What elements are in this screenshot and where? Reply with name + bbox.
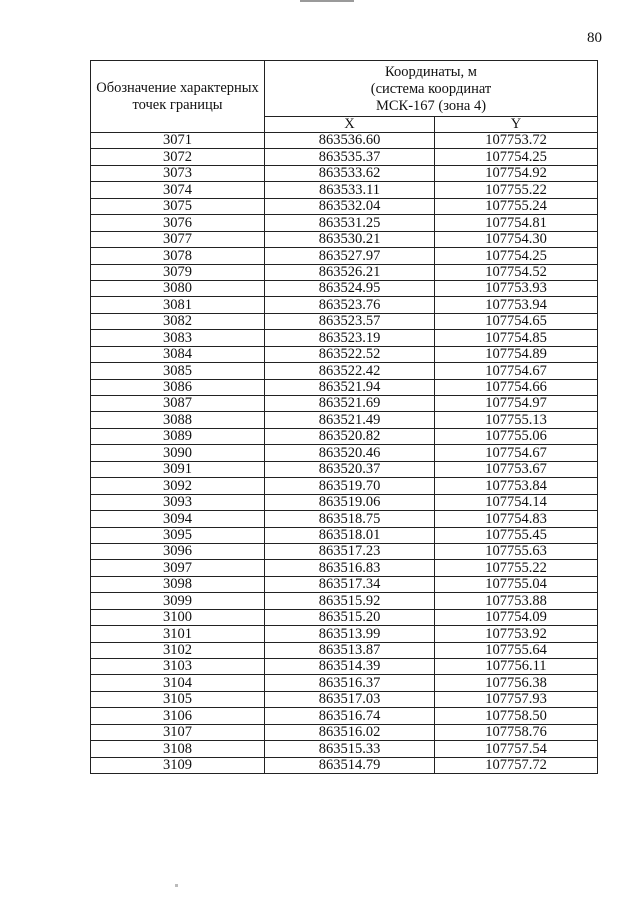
cell-y: 107754.67 — [435, 445, 598, 461]
cell-y: 107753.84 — [435, 478, 598, 494]
cell-y: 107754.97 — [435, 396, 598, 412]
cell-x: 863516.74 — [265, 708, 435, 724]
table-row — [91, 593, 598, 609]
cell-x: 863514.39 — [265, 659, 435, 675]
table-row — [91, 330, 598, 346]
cell-y: 107754.09 — [435, 609, 598, 625]
cell-x: 863513.99 — [265, 626, 435, 642]
cell-point: 3090 — [91, 445, 265, 461]
cell-x: 863517.34 — [265, 576, 435, 592]
cell-x: 863516.37 — [265, 675, 435, 691]
cell-y: 107754.30 — [435, 231, 598, 247]
table-row — [91, 461, 598, 477]
cell-y: 107755.22 — [435, 182, 598, 198]
table-row — [91, 396, 598, 412]
cell-point: 3080 — [91, 280, 265, 296]
cell-point: 3105 — [91, 691, 265, 707]
table-row — [91, 379, 598, 395]
cell-y: 107756.38 — [435, 675, 598, 691]
cell-point: 3081 — [91, 297, 265, 313]
top-edge-mark — [300, 0, 354, 2]
cell-x: 863517.23 — [265, 543, 435, 559]
header-coordinates-line2: (система координат — [370, 81, 492, 97]
table-row — [91, 313, 598, 329]
cell-x: 863515.92 — [265, 593, 435, 609]
cell-x: 863516.83 — [265, 560, 435, 576]
cell-x: 863518.75 — [265, 511, 435, 527]
header-row-top — [91, 61, 598, 117]
table-row — [91, 215, 598, 231]
cell-y: 107754.92 — [435, 165, 598, 181]
cell-point: 3103 — [91, 659, 265, 675]
cell-x: 863530.21 — [265, 231, 435, 247]
cell-x: 863521.69 — [265, 396, 435, 412]
cell-point: 3098 — [91, 576, 265, 592]
cell-x: 863514.79 — [265, 757, 435, 773]
cell-x: 863522.42 — [265, 363, 435, 379]
cell-x: 863520.82 — [265, 428, 435, 444]
table-row — [91, 280, 598, 296]
table-row — [91, 494, 598, 510]
header-coordinates-line3: МСК-167 (зона 4) — [375, 98, 487, 114]
page-number: 80 — [587, 30, 602, 46]
header-coordinates — [265, 61, 598, 117]
table-row — [91, 198, 598, 214]
table-row — [91, 543, 598, 559]
table-row — [91, 642, 598, 658]
cell-x: 863513.87 — [265, 642, 435, 658]
cell-point: 3089 — [91, 428, 265, 444]
table-row — [91, 576, 598, 592]
header-point-designation: Обозначение характерных точек границы — [91, 61, 265, 133]
cell-y: 107754.85 — [435, 330, 598, 346]
table-row — [91, 133, 598, 149]
table-row — [91, 231, 598, 247]
cell-y: 107758.50 — [435, 708, 598, 724]
cell-point: 3075 — [91, 198, 265, 214]
header-coordinates-line1: Координаты, м — [385, 64, 477, 80]
cell-x: 863517.03 — [265, 691, 435, 707]
table-row — [91, 363, 598, 379]
cell-y: 107757.54 — [435, 741, 598, 757]
coordinates-table — [90, 60, 598, 774]
cell-point: 3077 — [91, 231, 265, 247]
table-row — [91, 264, 598, 280]
cell-x: 863519.70 — [265, 478, 435, 494]
cell-point: 3083 — [91, 330, 265, 346]
table-row — [91, 708, 598, 724]
table-row — [91, 412, 598, 428]
cell-y: 107754.25 — [435, 149, 598, 165]
table-header — [91, 61, 598, 133]
table-row — [91, 724, 598, 740]
cell-x: 863515.20 — [265, 609, 435, 625]
cell-y: 107755.64 — [435, 642, 598, 658]
cell-x: 863527.97 — [265, 248, 435, 264]
table-row — [91, 527, 598, 543]
table-body — [91, 133, 598, 774]
cell-point: 3108 — [91, 741, 265, 757]
cell-y: 107756.11 — [435, 659, 598, 675]
cell-x: 863518.01 — [265, 527, 435, 543]
cell-y: 107757.72 — [435, 757, 598, 773]
table-row — [91, 560, 598, 576]
cell-x: 863516.02 — [265, 724, 435, 740]
table-row — [91, 675, 598, 691]
cell-y: 107753.93 — [435, 280, 598, 296]
cell-y: 107754.14 — [435, 494, 598, 510]
cell-point: 3093 — [91, 494, 265, 510]
cell-y: 107755.22 — [435, 560, 598, 576]
cell-point: 3097 — [91, 560, 265, 576]
cell-point: 3107 — [91, 724, 265, 740]
cell-point: 3094 — [91, 511, 265, 527]
cell-y: 107754.81 — [435, 215, 598, 231]
cell-point: 3074 — [91, 182, 265, 198]
table-row — [91, 478, 598, 494]
table-row — [91, 248, 598, 264]
cell-point: 3085 — [91, 363, 265, 379]
cell-x: 863533.11 — [265, 182, 435, 198]
cell-point: 3100 — [91, 609, 265, 625]
cell-y: 107754.25 — [435, 248, 598, 264]
cell-y: 107753.92 — [435, 626, 598, 642]
table-row — [91, 182, 598, 198]
cell-point: 3109 — [91, 757, 265, 773]
cell-x: 863524.95 — [265, 280, 435, 296]
header-y: Y — [435, 117, 598, 133]
header-x: X — [265, 117, 435, 133]
cell-y: 107753.67 — [435, 461, 598, 477]
cell-x: 863521.49 — [265, 412, 435, 428]
table-row — [91, 297, 598, 313]
table-row — [91, 428, 598, 444]
cell-y: 107753.88 — [435, 593, 598, 609]
table-row — [91, 691, 598, 707]
cell-y: 107754.65 — [435, 313, 598, 329]
cell-x: 863536.60 — [265, 133, 435, 149]
cell-point: 3101 — [91, 626, 265, 642]
cell-point: 3102 — [91, 642, 265, 658]
table-row — [91, 165, 598, 181]
cell-point: 3073 — [91, 165, 265, 181]
cell-x: 863520.46 — [265, 445, 435, 461]
table-row — [91, 346, 598, 362]
cell-point: 3084 — [91, 346, 265, 362]
cell-point: 3086 — [91, 379, 265, 395]
cell-x: 863521.94 — [265, 379, 435, 395]
cell-x: 863531.25 — [265, 215, 435, 231]
cell-y: 107754.66 — [435, 379, 598, 395]
cell-y: 107754.67 — [435, 363, 598, 379]
cell-point: 3078 — [91, 248, 265, 264]
cell-point: 3096 — [91, 543, 265, 559]
cell-y: 107755.06 — [435, 428, 598, 444]
cell-y: 107753.94 — [435, 297, 598, 313]
table-row — [91, 149, 598, 165]
cell-point: 3082 — [91, 313, 265, 329]
cell-x: 863519.06 — [265, 494, 435, 510]
scan-speck — [175, 884, 178, 887]
cell-y: 107755.13 — [435, 412, 598, 428]
cell-x: 863533.62 — [265, 165, 435, 181]
table-row — [91, 626, 598, 642]
cell-point: 3088 — [91, 412, 265, 428]
cell-x: 863515.33 — [265, 741, 435, 757]
table-row — [91, 659, 598, 675]
cell-y: 107754.89 — [435, 346, 598, 362]
cell-y: 107755.45 — [435, 527, 598, 543]
table-row — [91, 445, 598, 461]
cell-point: 3095 — [91, 527, 265, 543]
cell-point: 3071 — [91, 133, 265, 149]
cell-x: 863523.19 — [265, 330, 435, 346]
table-row — [91, 511, 598, 527]
cell-point: 3091 — [91, 461, 265, 477]
cell-point: 3106 — [91, 708, 265, 724]
cell-y: 107754.52 — [435, 264, 598, 280]
cell-y: 107753.72 — [435, 133, 598, 149]
cell-y: 107755.63 — [435, 543, 598, 559]
table-row — [91, 741, 598, 757]
cell-point: 3076 — [91, 215, 265, 231]
cell-x: 863520.37 — [265, 461, 435, 477]
cell-x: 863535.37 — [265, 149, 435, 165]
cell-point: 3072 — [91, 149, 265, 165]
table-row — [91, 609, 598, 625]
cell-point: 3104 — [91, 675, 265, 691]
cell-x: 863532.04 — [265, 198, 435, 214]
cell-x: 863523.57 — [265, 313, 435, 329]
cell-point: 3099 — [91, 593, 265, 609]
table-row — [91, 757, 598, 773]
cell-point: 3092 — [91, 478, 265, 494]
cell-x: 863523.76 — [265, 297, 435, 313]
cell-point: 3087 — [91, 396, 265, 412]
cell-y: 107755.04 — [435, 576, 598, 592]
cell-x: 863526.21 — [265, 264, 435, 280]
cell-y: 107755.24 — [435, 198, 598, 214]
cell-y: 107757.93 — [435, 691, 598, 707]
cell-x: 863522.52 — [265, 346, 435, 362]
cell-y: 107758.76 — [435, 724, 598, 740]
cell-y: 107754.83 — [435, 511, 598, 527]
cell-point: 3079 — [91, 264, 265, 280]
